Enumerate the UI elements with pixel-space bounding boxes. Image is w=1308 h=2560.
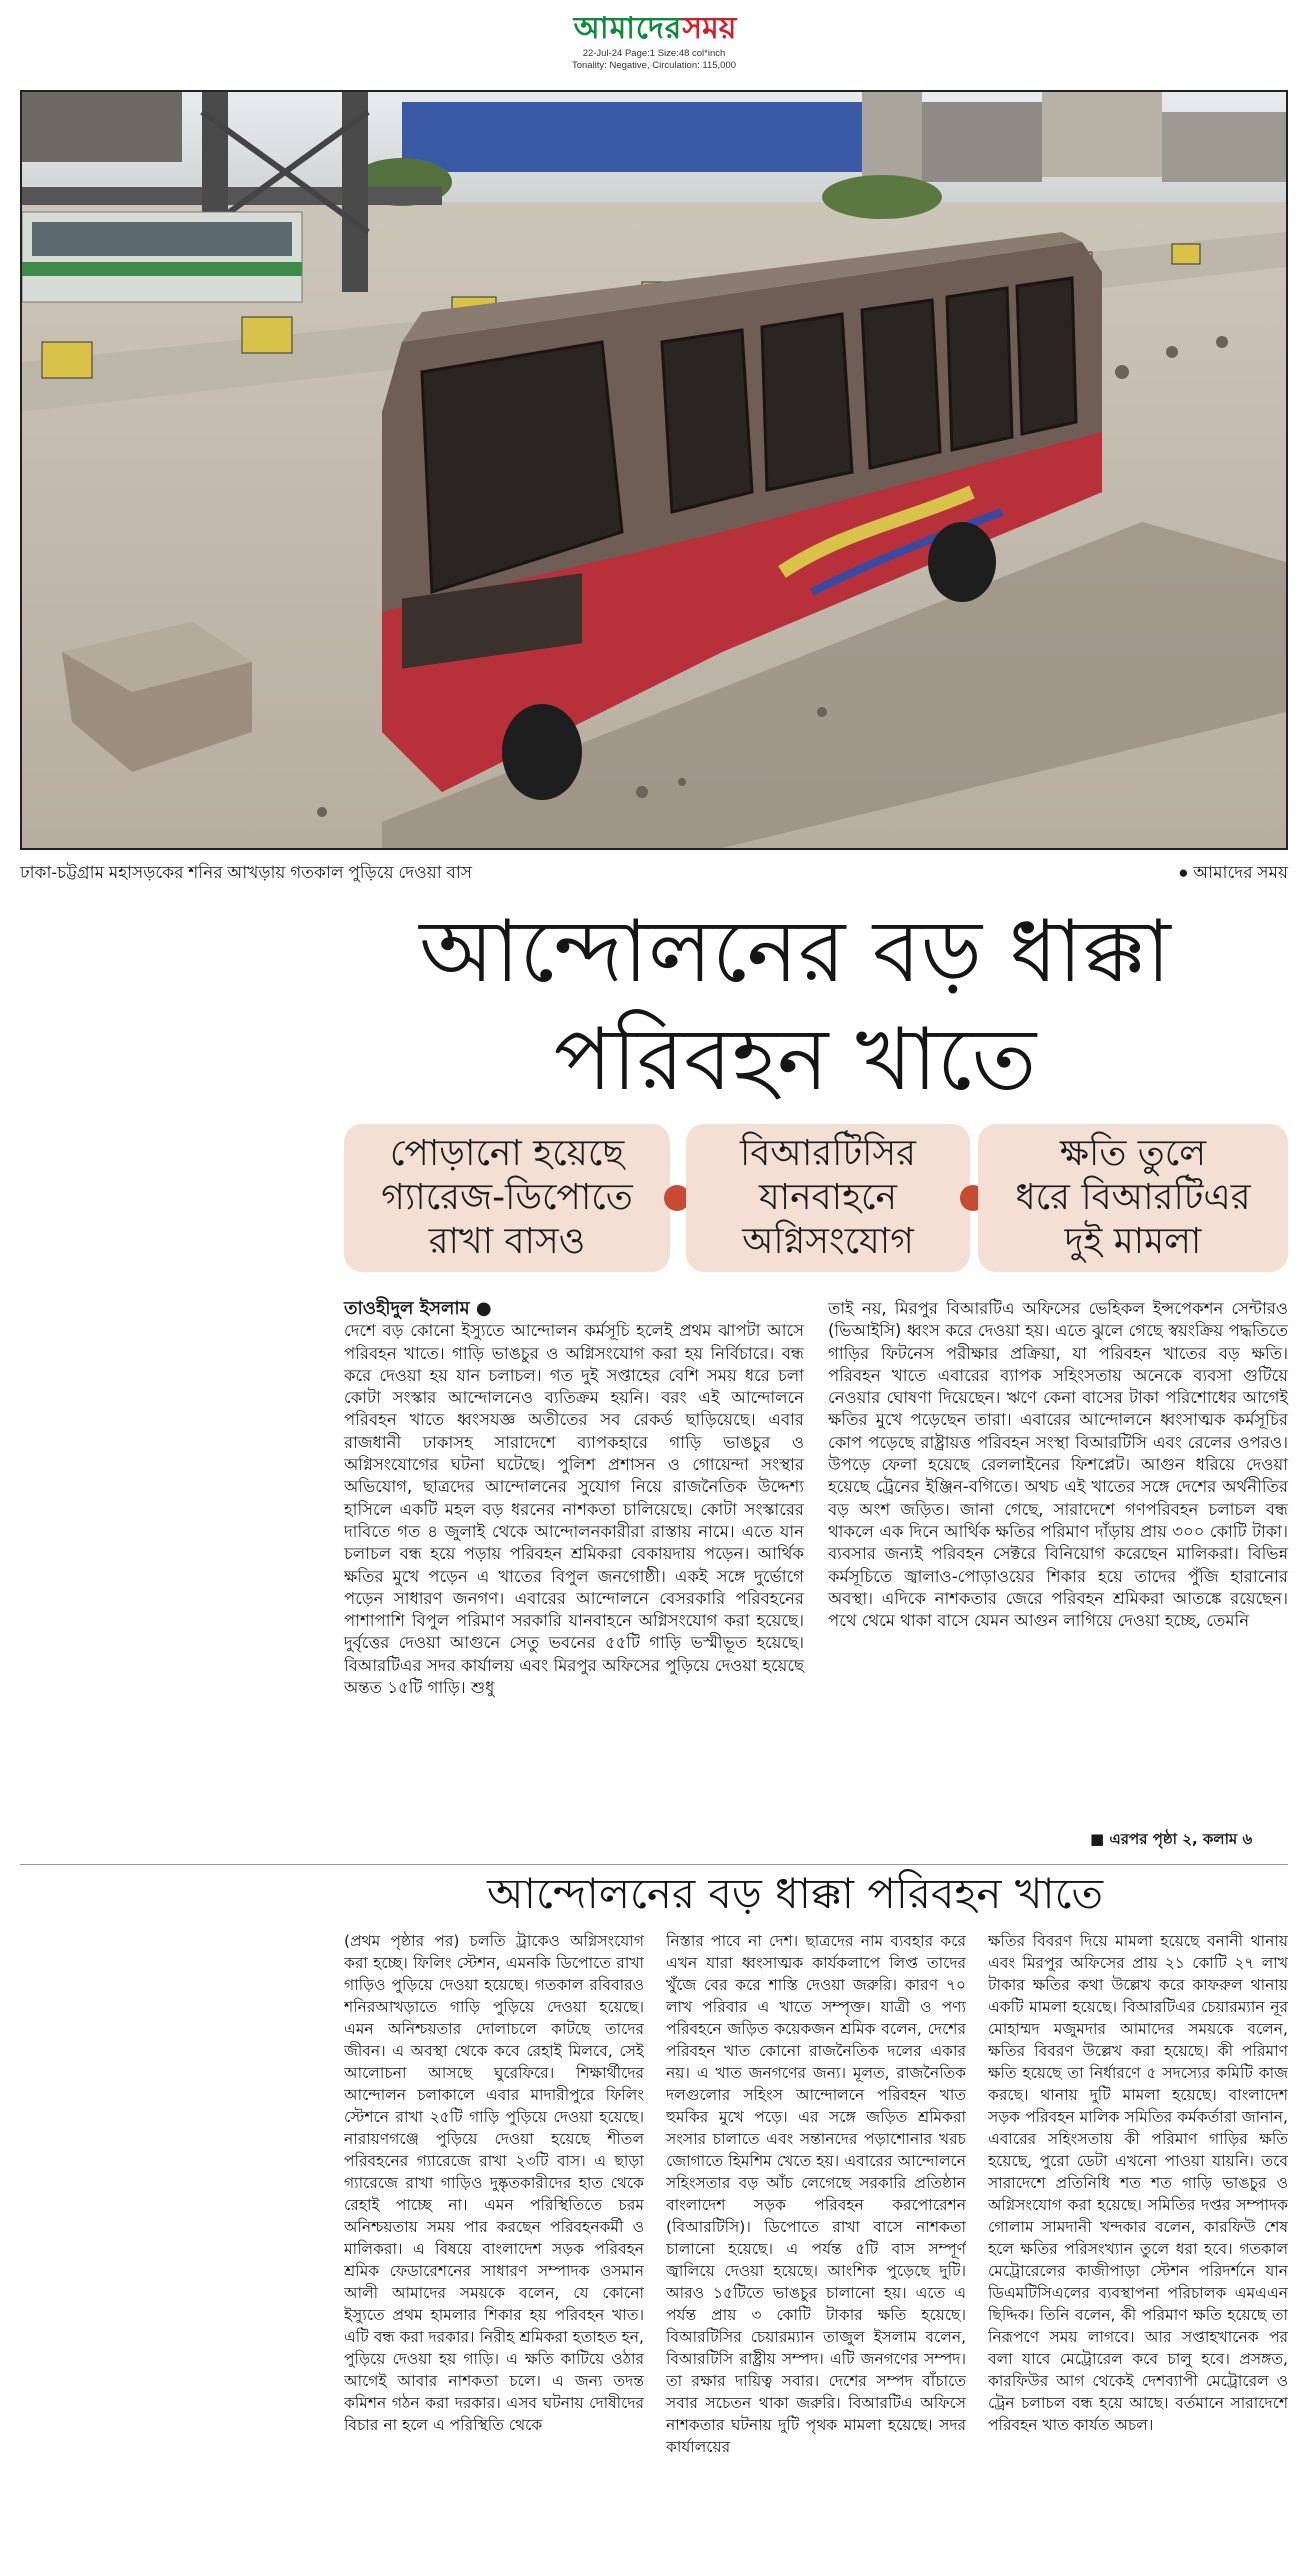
article-column-2	[828, 1298, 1288, 1828]
highlight-box-2	[686, 1124, 970, 1272]
highlight-1-line2: গ্যারেজ-ডিপোতে	[381, 1177, 633, 1218]
photo-credit: ● আমাদের সময়	[1178, 863, 1288, 882]
byline: তাওহীদুল ইসলাম ●	[344, 1298, 492, 1319]
highlight-box-3	[978, 1124, 1288, 1272]
photo-caption	[20, 860, 1288, 882]
highlight-3-line1: ক্ষতি তুলে	[1059, 1133, 1207, 1174]
clip-info-line2: Tonality: Negative, Circulation: 115,000	[571, 60, 737, 71]
continuation-column-3: ক্ষতির বিবরণ দিয়ে মামলা হয়েছে বনানী থানায় এবং মিরপুর অফিসের প্রায় ২১ কোটি ২৭ লাখ টাকার ক্ষতির কথা উল্লেখ করে কাফরুল থানায় একটি মামলা হয়েছে। বিআরটিএর চেয়ারম্যান নূর মোহাম্মদ মজুমদার আমাদের সময়কে বলেন, ক্ষতির বিবরণ উল্লেখ করা হয়েছে। কী পরিমাণ ক্ষতি হয়েছে তা নির্ধারণে ৫ সদস্যের কমিটি কাজ করছে। থানায় দুটি মামলা হয়েছে। বাংলাদেশ সড়ক পরিবহন মালিক সমিতির কর্মকর্তারা জানান, এবারের সহিংসতায় কী পরিমাণ গাড়ির ক্ষতি হয়েছে, পুরো ডেটা এখনো পাওয়া যায়নি। তবে সারাদেশে প্রতিনিধি শত শত গাড়ি ভাঙচুর ও অগ্নিসংযোগ করা হয়েছে। সমিতির দপ্তর সম্পাদক গোলাম সামদানী খন্দকার বলেন, কারফিউ শেষ হলে ক্ষতির পরিসংখ্যান তুলে ধরা হবে। গতকাল মেট্রোরেলের কাজীপাড়া স্টেশন পরিদর্শনে যান ডিএমটিসিএলের ব্যবস্থাপনা পরিচালক এমএএন ছিদ্দিক। তিনি বলেন, কী পরিমাণ ক্ষতি হয়েছে তা নিরূপণে সময় লাগবে। আর সপ্তাহখানেক পর বলা যাবে মেট্রোরেল কবে চালু হবে। প্রসঙ্গত, কারফিউর আগ থেকেই দেশব্যাপী মেট্রোরেল ও ট্রেন চলাচল বন্ধ হয়ে আছে। বর্তমানে সারাদেশে পরিবহন খাত কার্যত অচল।	[988, 1932, 1288, 2434]
news-photo	[20, 90, 1288, 850]
caption-text: ঢাকা-চট্টগ্রাম মহাসড়কের শনির আখড়ায় গতকাল পুড়িয়ে দেওয়া বাস	[20, 863, 473, 882]
logo-part1: আমাদের	[573, 11, 683, 46]
article-column-1	[344, 1298, 804, 1858]
highlight-box-1	[344, 1124, 670, 1272]
headline-line1: আন্দোলনের বড় ধাক্কা	[419, 902, 1171, 1002]
burnt-bus-photo-icon	[22, 92, 1286, 848]
highlight-3-line2: ধরে বিআরটিএর	[1015, 1177, 1251, 1218]
continuation-headline: আন্দোলনের বড় ধাক্কা পরিবহন খাতে	[487, 1869, 1103, 1918]
article-col2-text: তাই নয়, মিরপুর বিআরটিএ অফিসের ভেহিকল ইন্সপেকশন সেন্টারও (ভিআইসি) ধ্বংস করে দেওয়া হয়। এতে ঝুলে গেছে স্বয়ংক্রিয় পদ্ধতিতে গাড়ির ফিটনেস পরীক্ষার প্রক্রিয়া, যা পরিবহন খাতের বড় ক্ষতি। পরিবহন খাতে এবারের ব্যাপক সহিংসতায় অনেকে ব্যবসা গুটিয়ে নেওয়ার ঘোষণা দিয়েছেন। ঋণে কেনা বাসের টাকা পরিশোধের আগেই ক্ষতির মুখে পড়েছেন তারা। এবারের আন্দোলনে ধ্বংসাত্মক কর্মসূচির কোপ পড়েছে রাষ্ট্রায়ত্ত পরিবহন সংস্থা বিআরটিসি এবং রেলের ওপরও। উপড়ে ফেলা হয়েছে রেললাইনের ফিশপ্লেট। আগুন ধরিয়ে দেওয়া হয়েছে ট্রেনের ইঞ্জিন-বগিতে। অথচ এই খাতের সঙ্গে দেশের অর্থনীতির বড় অংশ জড়িত। জানা গেছে, সারাদেশে গণপরিবহন চলাচল বন্ধ থাকলে এক দিনে আর্থিক ক্ষতির পরিমাণ দাঁড়ায় প্রায় ৩০০ কোটি টাকা। ব্যবসার জন্যই পরিবহন সেক্টরে বিনিয়োগ করেছেন মালিকরা। বিভিন্ন কর্মসূচিতে জ্বালাও-পোড়াওয়ের শিকার হয়ে তাদের পুঁজি হারানোর অবস্থা। এদিকে নাশকতার জেরে পরিবহন শ্রমিকরা আতঙ্কে রয়েছেন। পথে থেমে থাকা বাসে যেমন আগুন লাগিয়ে দেওয়া হচ্ছে, তেমনি	[828, 1299, 1288, 1631]
continued-on-marker: ■ এরপর পৃষ্ঠা ২, কলাম ৬	[1090, 1830, 1253, 1848]
headline-line2: পরিবহন খাতে	[553, 1010, 1037, 1110]
highlight-2-line2: যানবাহনে	[758, 1177, 897, 1218]
highlight-2-line1: বিআরটিসির	[740, 1133, 916, 1174]
highlight-2-line3: অগ্নিসংযোগ	[742, 1221, 914, 1262]
logo-part2: সময়	[682, 11, 737, 46]
highlight-3-line3: দুই মামলা	[1064, 1221, 1202, 1262]
section-divider	[20, 1864, 1288, 1865]
continuation-column-2: নিস্তার পাবে না দেশ। ছাত্রদের নাম ব্যবহার করে এখন যারা ধ্বংসাত্মক কার্যকলাপে লিপ্ত তাদের খুঁজে বের করে শাস্তি দেওয়া জরুরি। কারণ ৭০ লাখ পরিবার এ খাতে সম্পৃক্ত। যাত্রী ও পণ্য পরিবহনে জড়িত কয়েকজন শ্রমিক বলেন, দেশের পরিবহন খাত কোনো রাজনৈতিক দলের একার নয়। এ খাত জনগণের জন্য। মূলত, রাজনৈতিক দলগুলোর সহিংস আন্দোলনে পরিবহন খাত হুমকির মুখে পড়ে। এর সঙ্গে জড়িত শ্রমিকরা সংসার চালাতে এবং সন্তানদের পড়াশোনার খরচ জোগাতে হিমশিম খেতে হয়। এবারের আন্দোলনে সহিংসতার বড় আঁচ লেগেছে সরকারি প্রতিষ্ঠান বাংলাদেশ সড়ক পরিবহন করপোরেশন (বিআরটিসি)। ডিপোতে রাখা বাসে নাশকতা চালানো হয়েছে। এ পর্যন্ত ৫টি বাস সম্পূর্ণ জ্বালিয়ে দেওয়া হয়েছে। আংশিক পুড়েছে দুটি। আরও ১৫টিতে ভাঙচুর চালানো হয়। এতে এ পর্যন্ত প্রায় ৩ কোটি টাকার ক্ষতি হয়েছে। বিআরটিসির চেয়ারম্যান তাজুল ইসলাম বলেন, বিআরটিসি রাষ্ট্রীয় সম্পদ। এটি জনগণের সম্পদ। তা রক্ষার দায়িত্ব সবার। দেশের সম্পদ বাঁচাতে সবার সচেতন থাকা জরুরি। বিআরটিএ অফিসে নাশকতার ঘটনায় দুটি পৃথক মামলা হয়েছে। সদর কার্যালয়ের	[666, 1932, 966, 2456]
highlight-1-line3: রাখা বাসও	[428, 1221, 586, 1262]
clip-info-line1: 22-Jul-24 Page:1 Size:48 col*inch	[582, 48, 726, 59]
clip-info	[0, 48, 1308, 72]
continuation-column-1: (প্রথম পৃষ্ঠার পর) চলতি ট্রাকেও অগ্নিসংযোগ করা হচ্ছে। ফিলিং স্টেশন, এমনকি ডিপোতে রাখা গাড়িও পুড়িয়ে দেওয়া হয়েছে। গতকাল রবিবারও শনিরআখড়াতে গাড়ি পুড়িয়ে দেওয়া হয়েছে। এমন অনিশ্চয়তার দোলাচলে কাটছে তাদের জীবন। এ অবস্থা থেকে কবে রেহাই মিলবে, সেই আলোচনা আসছে ঘুরেফিরে। শিক্ষার্থীদের আন্দোলন চলাকালে এবার মাদারীপুরে ফিলিং স্টেশনে রাখা ২৫টি গাড়ি পুড়িয়ে দেওয়া হয়েছে। নারায়ণগঞ্জে পুড়িয়ে দেওয়া হয়েছে শীতল পরিবহনের গ্যারেজে রাখা ২৩টি বাস। এ ছাড়া গ্যারেজে রাখা গাড়িও দুষ্কৃতকারীদের হাত থেকে রেহাই পাচ্ছে না। এমন পরিস্থিতিতে চরম অনিশ্চয়তায় সময় পার করছেন পরিবহনকর্মী ও মালিকরা। এ বিষয়ে বাংলাদেশ সড়ক পরিবহন শ্রমিক ফেডারেশনের সাধারণ সম্পাদক ওসমান আলী আমাদের সময়কে বলেন, যে কোনো ইস্যুতে প্রথম হামলার শিকার হয় পরিবহন খাত। এটি বন্ধ করা দরকার। নিরীহ শ্রমিকরা হতাহত হন, পুড়িয়ে দেওয়া হয় গাড়ি। এ ক্ষতি কাটিয়ে ওঠার আগেই আবার নাশকতা চলে। এ জন্য তদন্ত কমিশন গঠন করা দরকার। এসব ঘটনায় দোষীদের বিচার না হলে এ পরিস্থিতি থেকে	[344, 1932, 644, 2434]
main-headline	[300, 898, 1290, 1114]
article-col1-text: দেশে বড় কোনো ইস্যুতে আন্দোলন কর্মসূচি হলেই প্রথম ঝাপটা আসে পরিবহন খাতে। গাড়ি ভাঙচুর ও অগ্নিসংযোগ করা হয় নির্বিচারে। বন্ধ করে দেওয়া হয় যান চলাচল। গত দুই সপ্তাহের বেশি সময় ধরে চলা কোটা সংস্কার আন্দোলনেও ব্যতিক্রম হয়নি। বরং এই আন্দোলনে পরিবহন খাতে ধ্বংসযজ্ঞ অতীতের সব রেকর্ড ছাড়িয়েছে। এবার রাজধানী ঢাকাসহ সারাদেশে ব্যাপকহারে গাড়ি ভাঙচুর ও অগ্নিসংযোগের ঘটনা ঘটেছে। পুলিশ প্রশাসন ও গোয়েন্দা সংস্থার অভিযোগ, ছাত্রদের আন্দোলনের সুযোগ নিয়ে রাজনৈতিক উদ্দেশ্য হাসিলে একটি মহল বড় ধরনের নাশকতা চালিয়েছে। কোটা সংস্কারের দাবিতে গত ৪ জুলাই থেকে আন্দোলনকারীরা রাস্তায় নামে। এতে যান চলাচল বন্ধ হয়ে পড়ায় পরিবহন শ্রমিকরা বেকায়দায় পড়েন। আর্থিক ক্ষতির মুখে পড়েন এ খাতের বিপুল জনগোষ্ঠী। একই সঙ্গে দুর্ভোগে পড়েন সাধারণ জনগণ। এবারের আন্দোলনে বেসরকারি পরিবহনের পাশাপাশি বিপুল পরিমাণ সরকারি যানবাহনে অগ্নিসংযোগ করা হয়েছে। দুর্বৃত্তের দেওয়া আগুনে সেতু ভবনের ৫৫টি গাড়ি ভস্মীভূত হয়েছে। বিআরটিএর সদর কার্যালয় এবং মিরপুর অফিসের পুড়িয়ে দেওয়া হয়েছে অন্তত ১৫টি গাড়ি। শুধু	[344, 1321, 804, 1698]
highlight-1-line1: পোড়ানো হয়েছে	[389, 1133, 625, 1174]
newspaper-logo	[530, 4, 780, 46]
